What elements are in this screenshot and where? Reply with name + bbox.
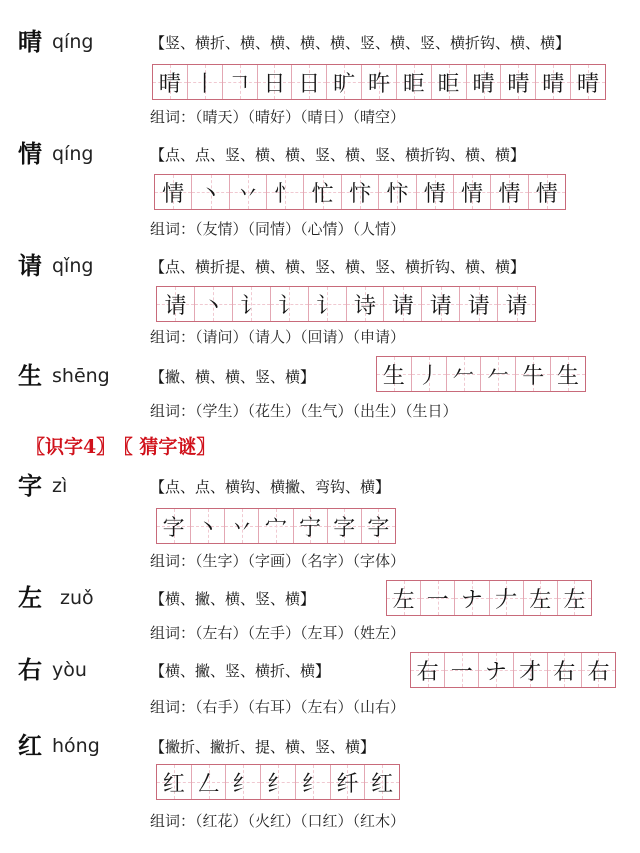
grid-cell: 日 — [258, 65, 293, 99]
entry-pinyin: qǐng — [52, 255, 94, 277]
word-examples: 组词：（右手）（右耳）（左右）（山右） — [150, 698, 406, 716]
stroke-order-text: 【竖、横折、横、横、横、横、竖、横、竖、横折钩、横、横】 — [150, 34, 571, 52]
grid-cell: 右 — [411, 653, 445, 687]
grid-cell: 请 — [157, 287, 195, 321]
grid-cell: 晴 — [153, 65, 188, 99]
grid-cell: 忙 — [304, 175, 341, 209]
grid-cell: 情 — [491, 175, 528, 209]
grid-cell: 丿 — [412, 357, 447, 391]
grid-cell: 请 — [422, 287, 460, 321]
grid-cell: 𠂉 — [481, 357, 516, 391]
grid-cell: 讠 — [309, 287, 347, 321]
stroke-order-text: 【撇折、撇折、提、横、竖、横】 — [150, 738, 376, 756]
grid-cell: 牛 — [516, 357, 551, 391]
entry-character: 左 — [18, 583, 42, 612]
grid-cell: 忭 — [379, 175, 416, 209]
grid-cell: 红 — [365, 765, 399, 799]
section-title-part2: 〖 猜字谜〗 — [123, 436, 216, 458]
grid-cell: 纟 — [226, 765, 261, 799]
stroke-grid — [386, 580, 592, 616]
grid-cell: 晴 — [467, 65, 502, 99]
grid-cell: 请 — [460, 287, 498, 321]
grid-cell: 左 — [558, 581, 591, 615]
grid-cell: 情 — [155, 175, 192, 209]
word-examples: 组词：（晴天）（晴好）（晴日）（晴空） — [150, 108, 406, 126]
stroke-grid — [156, 764, 400, 800]
grid-cell: 𠃋 — [192, 765, 227, 799]
grid-cell: 纟 — [261, 765, 296, 799]
grid-cell: 右 — [582, 653, 615, 687]
entry-character: 字 — [18, 471, 42, 500]
grid-cell: 丷 — [225, 509, 259, 543]
grid-cell: 丶 — [191, 509, 225, 543]
grid-cell: ナ — [455, 581, 489, 615]
grid-cell: 旷 — [327, 65, 362, 99]
word-examples: 组词：（学生）（花生）（生气）（出生）（生日） — [150, 402, 458, 420]
entry-character: 请 — [18, 251, 42, 280]
word-examples: 组词：（友情）（同情）（心情）（人情） — [150, 220, 406, 238]
grid-cell: 纤 — [331, 765, 366, 799]
grid-cell: 宀 — [259, 509, 293, 543]
grid-cell: 丷 — [230, 175, 267, 209]
grid-cell: ナ — [479, 653, 513, 687]
grid-cell: 讠 — [271, 287, 309, 321]
stroke-order-text: 【点、横折提、横、横、竖、横、竖、横折钩、横、横】 — [150, 258, 526, 276]
grid-cell: 宁 — [294, 509, 328, 543]
grid-cell: 诗 — [347, 287, 385, 321]
grid-cell: 昛 — [397, 65, 432, 99]
stroke-order-text: 【撇、横、横、竖、横】 — [150, 368, 316, 386]
entry-pinyin: yòu — [52, 659, 87, 681]
grid-cell: 情 — [454, 175, 491, 209]
grid-cell: 丶 — [195, 287, 233, 321]
grid-cell: 晴 — [501, 65, 536, 99]
entry-pinyin: shēng — [52, 365, 110, 387]
grid-cell: 忭 — [342, 175, 379, 209]
entry-character: 红 — [18, 731, 42, 760]
grid-cell: 请 — [498, 287, 535, 321]
grid-cell: 𠃍 — [223, 65, 258, 99]
entry-pinyin: hóng — [52, 735, 100, 757]
stroke-order-text: 【点、点、横钩、横撇、弯钩、横】 — [150, 478, 391, 496]
grid-cell: 才 — [514, 653, 548, 687]
entry-pinyin: qíng — [52, 31, 94, 53]
stroke-grid — [154, 174, 566, 210]
grid-cell: 字 — [328, 509, 362, 543]
stroke-grid — [156, 286, 536, 322]
grid-cell: 红 — [157, 765, 192, 799]
entry-character: 晴 — [18, 27, 42, 56]
grid-cell: 情 — [529, 175, 565, 209]
grid-cell: 情 — [417, 175, 454, 209]
word-examples: 组词：（左右）（左手）（左耳）（姓左） — [150, 624, 406, 642]
stroke-order-text: 【横、撇、竖、横折、横】 — [150, 662, 331, 680]
grid-cell: 字 — [157, 509, 191, 543]
grid-cell: 左 — [524, 581, 558, 615]
entry-pinyin: zì — [52, 475, 68, 497]
stroke-order-text: 【横、撇、横、竖、横】 — [150, 590, 316, 608]
stroke-grid — [152, 64, 606, 100]
grid-cell: 生 — [377, 357, 412, 391]
grid-cell: 昛 — [432, 65, 467, 99]
entry-character: 情 — [18, 139, 42, 168]
grid-cell: 旿 — [362, 65, 397, 99]
entry-character: 右 — [18, 655, 42, 684]
word-examples: 组词：（红花）（火红）（口红）（红木） — [150, 812, 406, 830]
entry-character: 生 — [18, 361, 42, 390]
grid-cell: 左 — [387, 581, 421, 615]
grid-cell: 生 — [551, 357, 585, 391]
grid-cell: 右 — [548, 653, 582, 687]
stroke-grid — [376, 356, 586, 392]
stroke-grid — [410, 652, 616, 688]
grid-cell: 𠂉 — [447, 357, 482, 391]
section-title — [26, 432, 223, 459]
grid-cell: 请 — [384, 287, 422, 321]
grid-cell: 纟 — [296, 765, 331, 799]
grid-cell: 丶 — [192, 175, 229, 209]
grid-cell: 𠂇 — [490, 581, 524, 615]
stroke-order-text: 【点、点、竖、横、横、竖、横、竖、横折钩、横、横】 — [150, 146, 526, 164]
grid-cell: 丨 — [188, 65, 223, 99]
entry-pinyin: zuǒ — [60, 587, 94, 609]
grid-cell: 字 — [362, 509, 395, 543]
grid-cell: 一 — [421, 581, 455, 615]
grid-cell: 日 — [292, 65, 327, 99]
grid-cell: 讠 — [233, 287, 271, 321]
section-title-part1: 〖识字4〗 — [26, 436, 116, 458]
word-examples: 组词：（生字）（字画）（名字）（字体） — [150, 552, 406, 570]
stroke-grid — [156, 508, 396, 544]
grid-cell: 晴 — [536, 65, 571, 99]
grid-cell: 晴 — [571, 65, 605, 99]
grid-cell: 一 — [445, 653, 479, 687]
grid-cell: 忄 — [267, 175, 304, 209]
word-examples: 组词：（请问）（请人）（回请）（申请） — [150, 328, 406, 346]
entry-pinyin: qíng — [52, 143, 94, 165]
